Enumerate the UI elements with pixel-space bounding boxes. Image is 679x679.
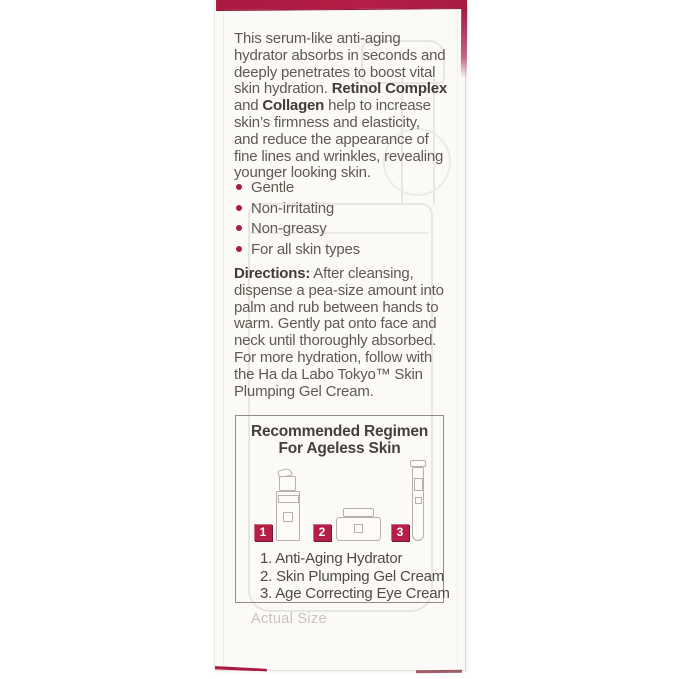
regimen-step-line: 2. Skin Plumping Gel Cream [260, 567, 445, 585]
tube-cap-shape [410, 460, 426, 467]
step-2-badge: 2 [313, 524, 331, 541]
text-line: skin’s firmness and elasticity, [234, 113, 420, 131]
box-left-fold-crease [223, 10, 224, 665]
bullet-dot-icon [236, 205, 242, 211]
benefit-item: Gentle [236, 178, 360, 199]
tube-red-label-band [414, 478, 423, 491]
text-line: warm. Gently pat onto face and [234, 315, 437, 333]
jar-red-logo-square [354, 524, 363, 533]
benefit-item: For all skin types [236, 240, 360, 261]
step-1-badge: 1 [254, 524, 272, 541]
regimen-step-line: 1. Anti-Aging Hydrator [260, 550, 403, 567]
jar-lid-shape [343, 508, 374, 517]
box-bottom-red-edge-right [416, 670, 462, 674]
text-line: Plumping Gel Cream. [234, 382, 374, 400]
recommended-regimen-panel [235, 415, 450, 603]
pump-cap-shape [279, 476, 296, 491]
text-line: deeply penetrates to boost vital [234, 63, 436, 81]
product-box-back-panel [214, 0, 466, 671]
box-right-red-edge [461, 8, 467, 78]
regimen-step-list [260, 550, 450, 603]
text-line: skin hydration. Retinol Complex [234, 80, 448, 98]
text-line: dispense a pea-size amount into [234, 281, 444, 299]
benefits-list [236, 178, 360, 260]
benefit-item: Non-irritating [236, 199, 360, 220]
benefit-item: Non-greasy [236, 219, 360, 240]
text-line: younger looking skin. [234, 164, 371, 182]
pump-bottle-illustration [276, 469, 302, 541]
box-right-fold-crease [457, 10, 458, 665]
text-line: Directions: After cleansing, [234, 265, 414, 282]
text-line: For more hydration, follow with [234, 348, 433, 366]
regimen-step-line: 3. Age Correcting Eye Cream [260, 585, 450, 603]
pump-red-logo-square [283, 512, 293, 522]
step-3-badge: 3 [391, 524, 409, 541]
text-line: and reduce the appearance of [234, 130, 429, 148]
text-line: the Ha da Labo Tokyo™ Skin [234, 365, 423, 383]
text-line: and Collagen help to increase [234, 97, 431, 115]
regimen-title-line1: Recommended Regimen [250, 423, 429, 440]
regimen-title-line2: For Ageless Skin [278, 440, 401, 457]
bullet-dot-icon [236, 184, 242, 190]
tube-red-logo-square [415, 497, 422, 504]
text-line: neck until thoroughly absorbed. [234, 332, 437, 350]
actual-size-label: Actual Size [251, 611, 327, 627]
text-line: fine lines and wrinkles, revealing [234, 147, 444, 165]
text-line: This serum-like anti-aging [234, 30, 401, 47]
bullet-dot-icon [236, 225, 242, 231]
text-line: palm and rub between hands to [234, 298, 439, 316]
text-line: hydrator absorbs in seconds and [234, 46, 446, 64]
eye-cream-tube-illustration [410, 460, 427, 541]
pump-red-label-band [278, 495, 299, 503]
bullet-dot-icon [236, 246, 242, 252]
cream-jar-illustration [336, 508, 381, 541]
directions-text [234, 266, 456, 400]
product-description [234, 31, 456, 182]
